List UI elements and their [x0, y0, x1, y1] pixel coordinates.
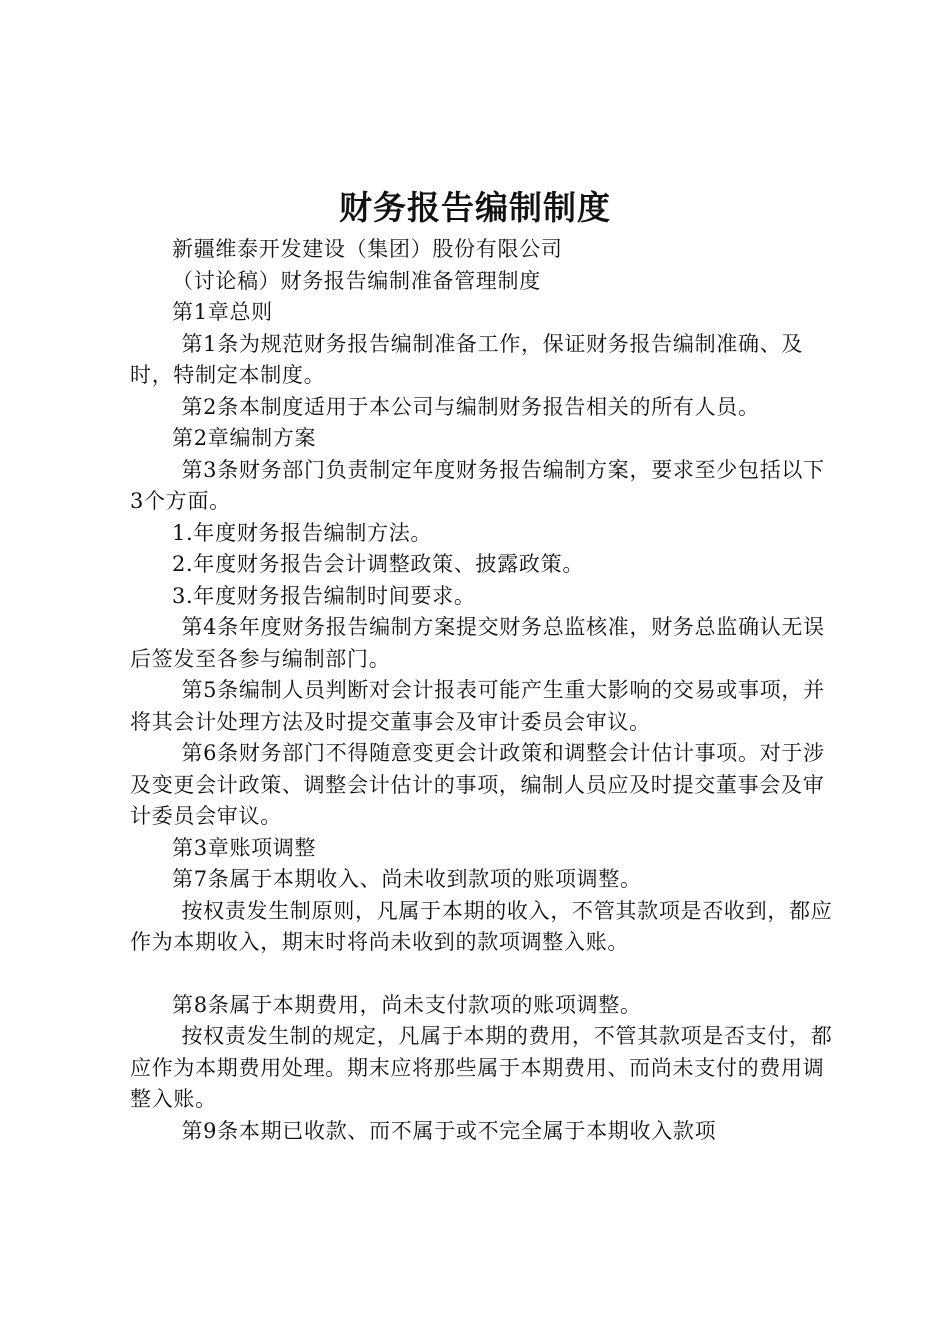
article-5: 第5条编制人员判断对会计报表可能产生重大影响的交易或事项，并将其会计处理方法及时提交董事会及审计委员会审议。 — [130, 678, 825, 734]
document-body — [130, 234, 835, 1147]
article-9: 第9条本期已收款、而不属于或不完全属于本期收入款项 — [181, 1118, 717, 1143]
chapter-1-heading: 第1章总则 — [172, 300, 273, 324]
article-4: 第4条年度财务报告编制方案提交财务总监核准，财务总监确认无误后签发至各参与编制部门。 — [130, 615, 825, 671]
list-item-3: 3.年度财务报告编制时间要求。 — [172, 583, 476, 608]
article-6: 第6条财务部门不得随意变更会计政策和调整会计估计事项。对于涉及变更会计政策、调整会计估计的事项，编制人员应及时提交董事会及审计委员会审议。 — [130, 741, 825, 828]
chapter-2-heading: 第2章编制方案 — [172, 426, 317, 450]
list-item-1: 1.年度财务报告编制方法。 — [172, 520, 433, 545]
article-8: 第8条属于本期费用，尚未支付款项的账项调整。 — [172, 992, 642, 1017]
document-title: 财务报告编制制度 — [339, 188, 611, 227]
article-7-detail: 按权责发生制原则，凡属于本期的收入，不管其款项是否收到，都应作为本期收入，期末时将尚未收到的款项调整入账。 — [130, 898, 833, 954]
list-item-2: 2.年度财务报告会计调整政策、披露政策。 — [172, 552, 585, 576]
article-3: 第3条财务部门负责制定年度财务报告编制方案，要求至少包括以下3个方面。 — [130, 457, 825, 513]
draft-subtitle: （讨论稿）财务报告编制准备管理制度 — [172, 268, 541, 293]
article-2: 第2条本制度适用于本公司与编制财务报告相关的所有人员。 — [181, 394, 760, 419]
blank-line — [130, 959, 835, 990]
article-1: 第1条为规范财务报告编制准备工作，保证财务报告编制准确、及时，特制定本制度。 — [130, 331, 804, 387]
chapter-3-heading: 第3章账项调整 — [172, 835, 317, 860]
article-7: 第7条属于本期收入、尚未收到款项的账项调整。 — [172, 867, 642, 891]
company-name: 新疆维泰开发建设（集团）股份有限公司 — [172, 237, 563, 261]
article-8-detail: 按权责发生制的规定，凡属于本期的费用，不管其款项是否支付，都应作为本期费用处理。期末应将那些属于本期费用、而尚未支付的费用调整入账。 — [130, 1024, 833, 1111]
